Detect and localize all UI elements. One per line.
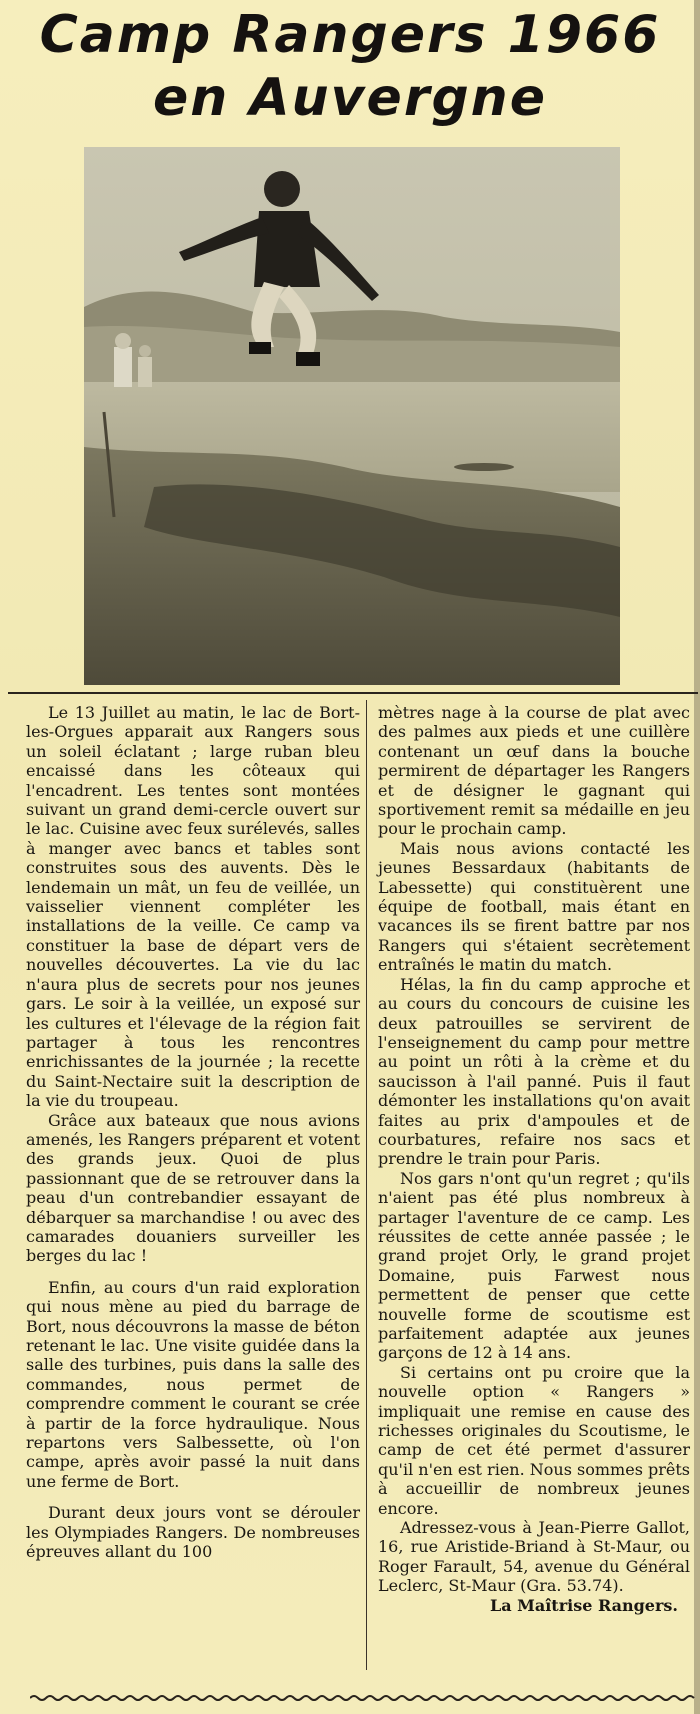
paragraph-raid: Enfin, au cours d'un raid exploration qui nous mène au pied du barrage de Bort, nous découvrons la masse de béton retenant le lac. Une visite guidée dans la salle des turbines, puis dans la salle des commandes, nous permet de comprendre comment le courant se crée à partir de la force hydraulique. Nous repartons vers Salbessette, où l'on campe, après avoir passé la nuit dans une ferme de Bort. [26, 1277, 361, 1491]
paragraph-arrival: Le 13 Juillet au matin, le lac de Bort-les-Orgues apparait aux Rangers sous un soleil éclatant ; large ruban bleu encaissé dans les côteaux qui l'encadrent. Les tentes sont montées suivant un grand demi-cercle ouvert sur le lac. Cuisine avec feux surélevés, salles à manger avec bancs et tables sont construites sous des auvents. Dès le lendemain un mât, un feu de veillée, un vaisselier viennent compléter les installations de la veille. Ce camp va constituer la base de départ vers de nouvelles découvertes. La vie du lac n'aura plus de secrets pour nos jeunes gars. Le soir à la veillée, un exposé sur les cultures et l'élevage de la région fait partager à tous les rencontres enrichissantes de la journée ; la recette du Saint-Nectaire suit la description de la vie du troupeau. [26, 703, 360, 1111]
paragraph-olympiads-cont: mètres nage à la course de plat avec des palmes aux pieds et une cuillère contenant un œuf dans la bouche permirent de départager les Rangers et de désigner le gagnant qui sportivement remit sa médaille en jeu pour le prochain camp. [378, 703, 690, 839]
top-rule [8, 692, 698, 694]
headline [0, 4, 700, 131]
left-column [26, 703, 360, 1561]
headline-line-2: en Auvergne [153, 68, 547, 129]
paragraph-option: Si certains ont pu croire que la nouvelle option « Rangers » impliquait une remise en cause des richesses originales du Scoutisme, le camp de cet été permet d'assurer qu'il n'en est rien. Nous sommes prêts à accueillir de nombreux jeunes encore. [378, 1362, 690, 1518]
signature: La Maîtrise Rangers. [489, 1595, 678, 1615]
column-divider [366, 700, 367, 1670]
rock [454, 463, 514, 471]
clipping-edge [694, 0, 700, 1714]
paragraph-end-of-camp: Hélas, la fin du camp approche et au cours du concours de cuisine les deux patrouilles se servirent de l'enseignement du camp pour mettre au point un rôti à la crème et du saucisson à l'ail panné. Puis il faut démonter les installations qu'on avait faites au prix d'ampoules et de courbatures, refaire nos sacs et prendre le train pour Paris. [378, 974, 690, 1169]
photo-illustration [84, 147, 620, 685]
paragraph-boats: Grâce aux bateaux que nous avions amenés, les Rangers préparent et votent des grands jeux. Quoi de plus passionnant que de se retrouver dans la peau d'un contrebandier essayant de débarquer sa marchandise ! ou avec des camarades douaniers surveiller les berges du lac ! [26, 1110, 360, 1266]
paragraph-contact: Adressez-vous à Jean-Pierre Gallot, 16, rue Aristide-Briand à St-Maur, ou Roger Farault, 54, avenue du Général Leclerc, St-Maur (Gra. 53.74). [378, 1518, 690, 1596]
wavy-bottom-rule [30, 1694, 698, 1702]
paragraph-regret: Nos gars n'ont qu'un regret ; qu'ils n'aient pas été plus nombreux à partager l'aventure de ce camp. Les réussites de cette année passée ; le grand projet Orly, le grand projet Domaine, puis Farwest nous permettent de penser que cette nouvelle forme de scoutisme est parfaitement adaptée aux jeunes garçons de 12 à 14 ans. [378, 1168, 690, 1363]
jumping-scout-photo [84, 147, 620, 685]
headline-line-1: Camp Rangers 1966 [39, 5, 661, 65]
paragraph-football: Mais nous avions contacté les jeunes Bessardaux (habitants de Labessette) qui constituèrent une équipe de football, mais étant en vacances ils se firent battre par nos Rangers qui s'étaient secrètement entraînés le matin du match. [378, 838, 690, 975]
paragraph-olympiads: Durant deux jours vont se dérouler les Olympiades Rangers. De nombreuses épreuves allant du 100 [26, 1503, 360, 1562]
right-column [378, 703, 690, 1615]
